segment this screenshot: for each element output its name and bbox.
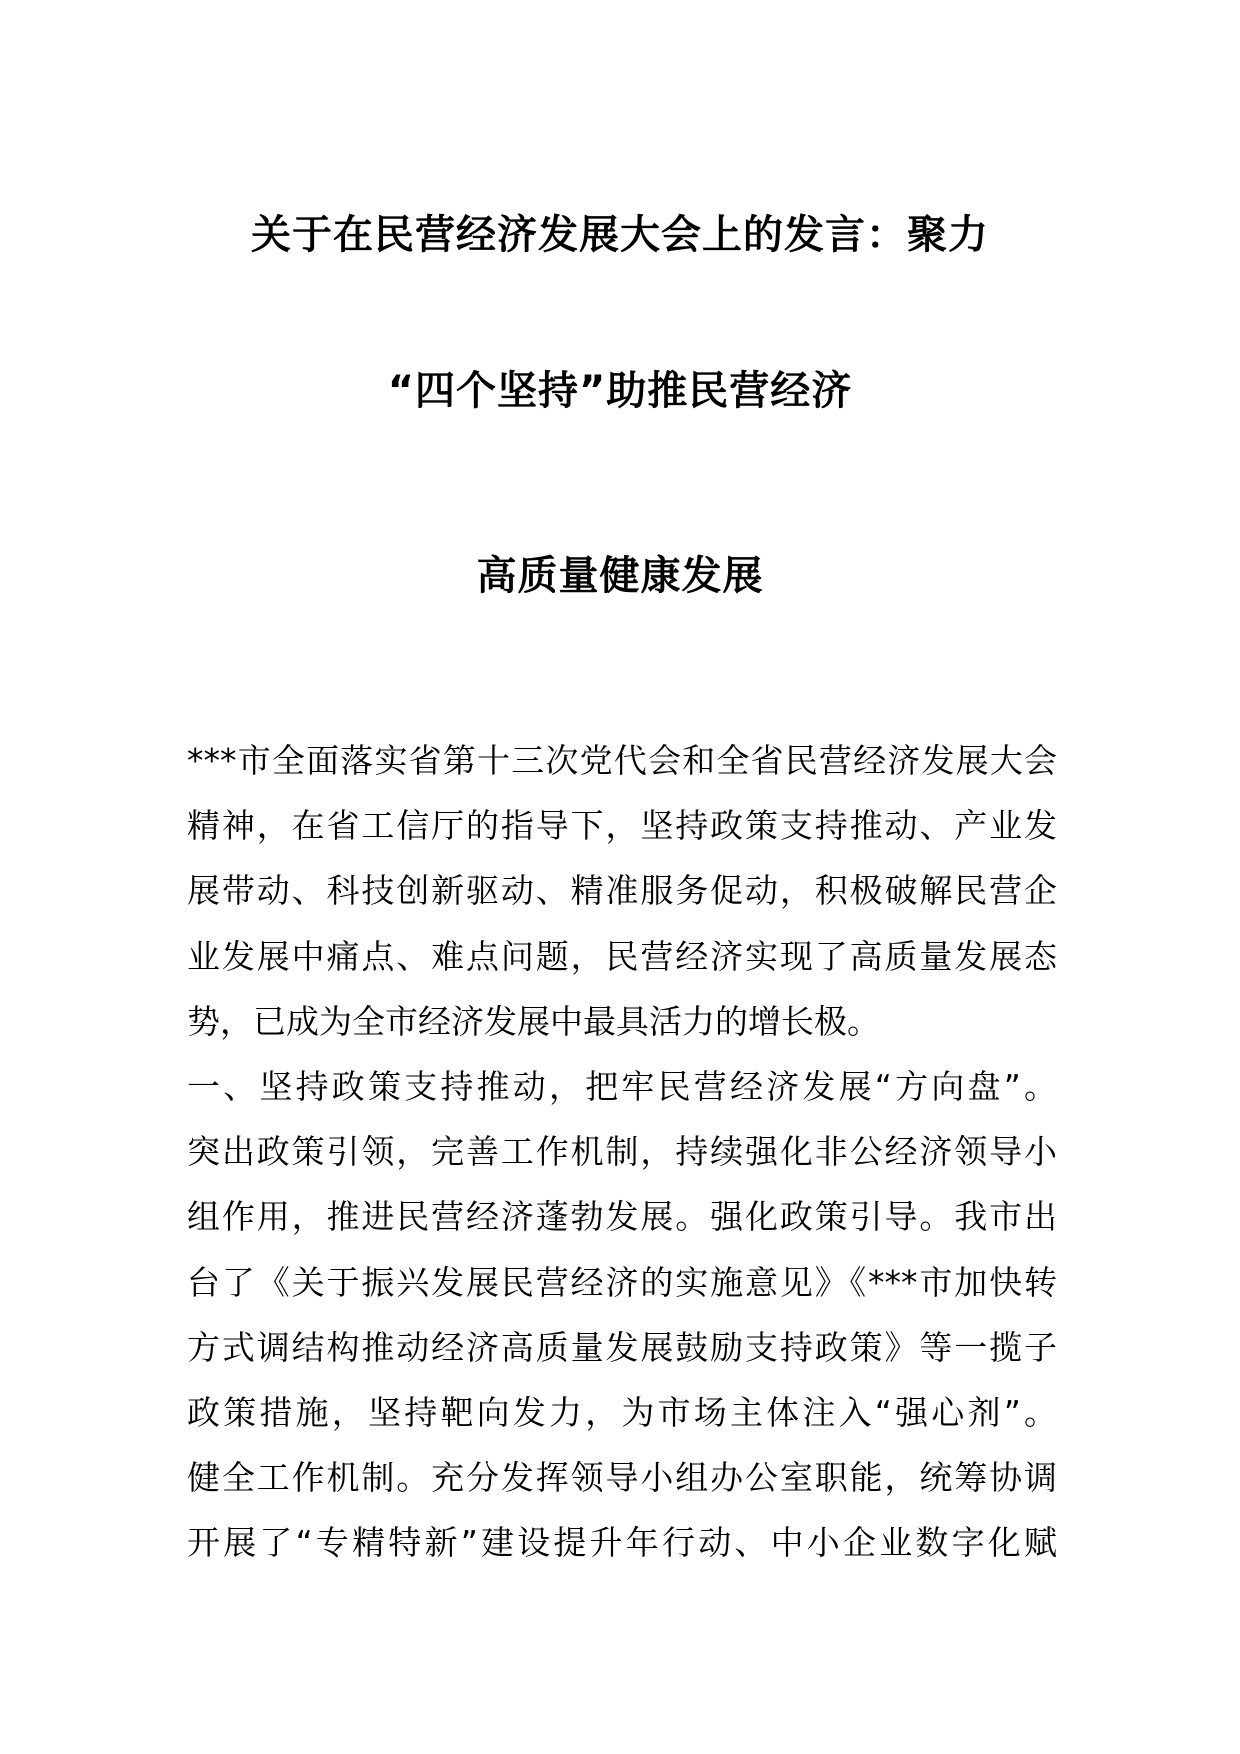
- document-title-line-3: 高质量健康发展: [476, 553, 764, 599]
- document-title-line-2: “四个坚持”助推民营经济: [387, 368, 853, 414]
- body-line: 业发展中痛点、难点问题，民营经济实现了高质量发展态: [187, 936, 1057, 976]
- body-line: 健全工作机制。充分发挥领导小组办公室职能，统筹协调: [187, 1458, 1057, 1498]
- body-line: 精神，在省工信厅的指导下，坚持政策支持推动、产业发: [187, 806, 1057, 846]
- body-line: 政策措施，坚持靶向发力，为市场主体注入“强心剂”。: [187, 1392, 1057, 1432]
- section-heading-line: 一、坚持政策支持推动，把牢民营经济发展“方向盘”。: [187, 1066, 1057, 1106]
- body-line: 势，已成为全市经济发展中最具活力的增长极。: [187, 1001, 880, 1041]
- body-line: 方式调结构推动经济高质量发展鼓励支持政策》等一揽子: [187, 1327, 1057, 1367]
- body-line: 组作用，推进民营经济蓬勃发展。强化政策引导。我市出: [187, 1197, 1057, 1237]
- body-line: 开展了“专精特新”建设提升年行动、中小企业数字化赋: [187, 1523, 1057, 1563]
- body-line: ***市全面落实省第十三次党代会和全省民营经济发展大会: [187, 741, 1057, 780]
- document-title-line-1: 关于在民营经济发展大会上的发言：聚力: [251, 212, 989, 258]
- document-body: [187, 728, 1057, 1575]
- body-line: 展带动、科技创新驱动、精准服务促动，积极破解民营企: [187, 871, 1057, 911]
- body-line: 突出政策引领，完善工作机制，持续强化非公经济领导小: [187, 1132, 1057, 1172]
- body-line: 台了《关于振兴发展民营经济的实施意见》《***市加快转: [187, 1262, 1057, 1302]
